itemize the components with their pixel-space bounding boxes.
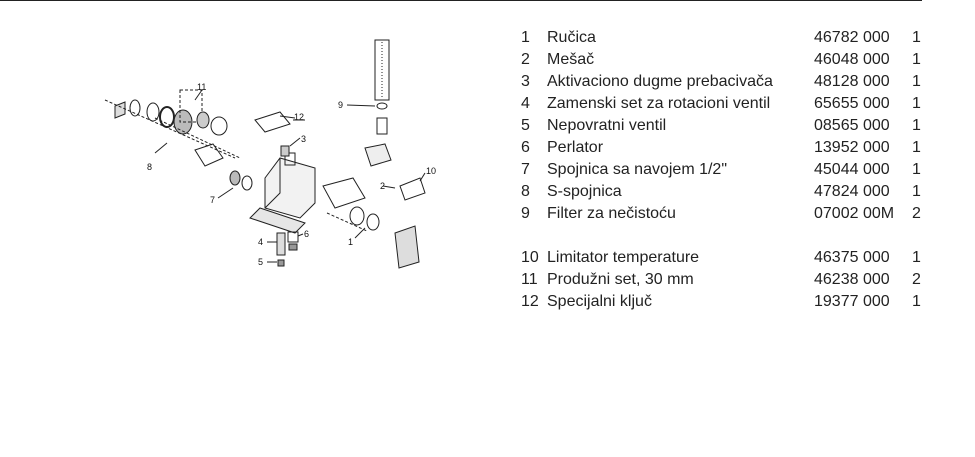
part-qty: 1: [912, 139, 921, 156]
part-number: 8: [521, 183, 530, 200]
part-code: 08565 000: [814, 117, 890, 134]
parts-list: [521, 27, 931, 313]
part-qty: 1: [912, 161, 921, 178]
extension-set-parts: [155, 90, 240, 158]
part-number: 1: [521, 29, 530, 46]
parts-row: [521, 137, 931, 159]
part-name: Nepovratni ventil: [547, 117, 667, 134]
threaded-connector: [230, 171, 240, 185]
part-qty: 1: [912, 95, 921, 112]
parts-row: [521, 269, 931, 291]
part-qty: 1: [912, 73, 921, 90]
callout-6: 6: [304, 229, 310, 239]
part-qty: 1: [912, 29, 921, 46]
part-name: Mešač: [547, 51, 595, 68]
callout-4: 4: [258, 237, 264, 247]
part-code: 19377 000: [814, 293, 890, 310]
hand-shower: [365, 40, 391, 166]
part-qty: 1: [912, 249, 921, 266]
handle-assembly: [323, 178, 425, 268]
cartridge-parts: [277, 232, 298, 266]
parts-row: [521, 27, 931, 49]
part-qty: 1: [912, 117, 921, 134]
part-code: 13952 000: [814, 139, 890, 156]
parts-row: [521, 115, 931, 137]
parts-row: [521, 247, 931, 269]
part-name: Filter za nečistoću: [547, 205, 676, 222]
part-number: 2: [521, 51, 530, 68]
part-code: 46048 000: [814, 51, 890, 68]
callout-1: 1: [348, 237, 354, 247]
s-connector-parts: [105, 100, 235, 166]
callout-12: 12: [294, 112, 305, 122]
part-name: Spojnica sa navojem 1/2": [547, 161, 728, 178]
part-qty: 1: [912, 293, 921, 310]
part-name: S-spojnica: [547, 183, 622, 200]
part-number: 12: [521, 293, 539, 310]
callout-8: 8: [147, 162, 153, 172]
part-name: Specijalni ključ: [547, 293, 652, 310]
part-name: Produžni set, 30 mm: [547, 271, 694, 288]
part-number: 11: [521, 271, 538, 288]
callout-5: 5: [258, 257, 264, 267]
part-number: 10: [521, 249, 539, 266]
part-code: 48128 000: [814, 73, 890, 90]
part-number: 5: [521, 117, 530, 134]
part-number: 6: [521, 139, 530, 156]
mixer-body: [250, 153, 315, 233]
part-number: 7: [521, 161, 530, 178]
callout-10: 10: [426, 166, 437, 176]
exploded-view-diagram: [95, 28, 445, 278]
parts-row: [521, 93, 931, 115]
callout-7: 7: [210, 195, 216, 205]
part-code: 07002 00M: [814, 205, 895, 222]
special-key: [255, 112, 290, 132]
parts-row: [521, 203, 931, 225]
parts-row: [521, 291, 931, 313]
part-qty: 2: [912, 205, 921, 222]
parts-row: [521, 159, 931, 181]
part-code: 46238 000: [814, 271, 890, 288]
part-number: 4: [521, 95, 530, 112]
part-code: 47824 000: [814, 183, 890, 200]
top-rule: [0, 0, 922, 1]
part-name: Perlator: [547, 139, 604, 156]
part-name: Aktivaciono dugme prebacivača: [547, 73, 773, 90]
part-code: 65655 000: [814, 95, 890, 112]
part-code: 45044 000: [814, 161, 890, 178]
part-qty: 1: [912, 51, 921, 68]
part-qty: 1: [912, 183, 921, 200]
callout-3: 3: [301, 134, 307, 144]
callout-2: 2: [380, 181, 386, 191]
parts-row: [521, 71, 931, 93]
callout-11: 11: [197, 82, 207, 92]
callout-9: 9: [338, 100, 344, 110]
part-name: Zamenski set za rotacioni ventil: [547, 95, 771, 112]
parts-row: [521, 49, 931, 71]
part-code: 46375 000: [814, 249, 890, 266]
part-name: Limitator temperature: [547, 249, 700, 266]
part-number: 3: [521, 73, 530, 90]
parts-row: [521, 181, 931, 203]
part-qty: 2: [912, 271, 921, 288]
part-code: 46782 000: [814, 29, 890, 46]
part-name: Ručica: [547, 29, 596, 46]
part-number: 9: [521, 205, 530, 222]
